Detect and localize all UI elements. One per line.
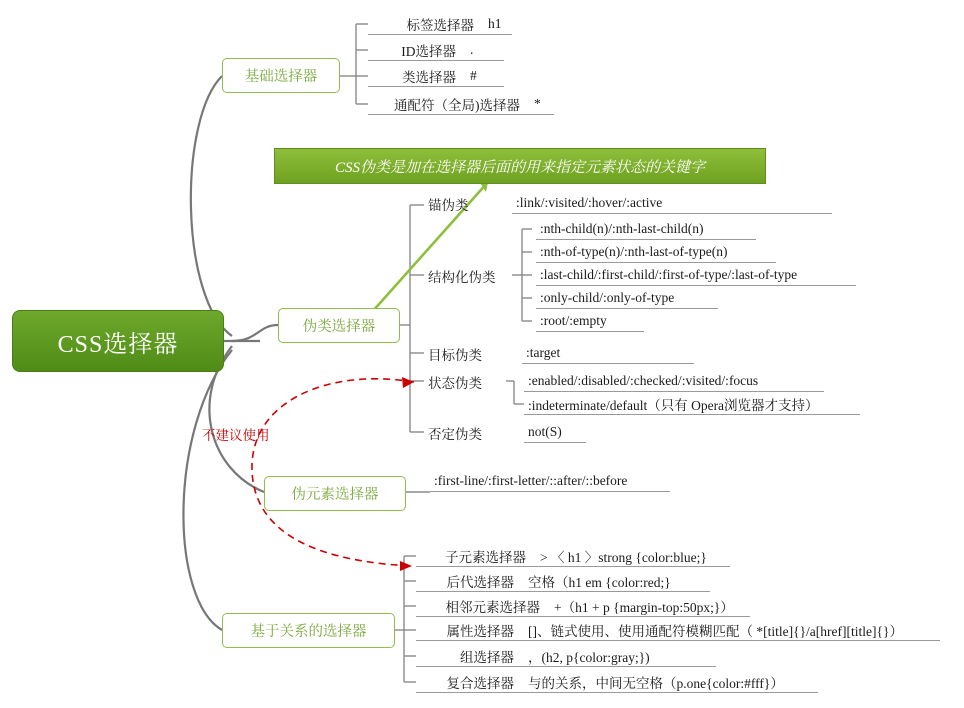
leaf-value-target-pseudo[interactable]: :target (522, 342, 694, 364)
leaf-class-selector[interactable] (368, 65, 504, 87)
leaf-label-negation-pseudo: 否定伪类 (428, 427, 482, 442)
leaf-label: 类选择器 (402, 69, 456, 85)
leaf-label: 相邻元素选择器 (445, 599, 540, 615)
leaf-value-structural-1[interactable]: :nth-child(n)/:nth-last-child(n) (536, 218, 756, 240)
leaf-value: . (470, 41, 474, 57)
leaf-label-target-pseudo: 目标伪类 (428, 348, 482, 363)
note-not-recommended: 不建议使用 (202, 428, 270, 443)
leaf-value-state-1[interactable]: :enabled/:disabled/:checked/:visited/:focus (524, 370, 824, 392)
leaf-value: 空格（h1 em {color:red;} (528, 574, 671, 590)
leaf-label: ID选择器 (401, 43, 456, 59)
category-label: 基于关系的选择器 (250, 624, 367, 640)
category-label: 基础选择器 (244, 69, 318, 85)
leaf-label: 组选择器 (460, 649, 514, 665)
leaf-label: 标签选择器 (406, 17, 474, 33)
category-basic-selectors[interactable] (222, 58, 340, 93)
leaf-value: # (470, 67, 477, 83)
leaf-descendant-selector[interactable] (416, 570, 710, 592)
leaf-value: []、链式使用、使用通配符模糊匹配（ *[title]{}/a[href][title]{}） (528, 623, 903, 639)
leaf-value-pseudo-elements[interactable]: :first-line/:first-letter/::after/::before (430, 470, 670, 492)
category-pseudo-element-selectors[interactable] (264, 476, 406, 511)
leaf-label-anchor-pseudo: 锚伪类 (428, 198, 469, 213)
callout-banner (274, 148, 766, 184)
callout-text: CSS伪类是加在选择器后面的用来指定元素状态的关键字 (334, 159, 705, 176)
category-label: 伪类选择器 (302, 319, 376, 335)
leaf-label: 复合选择器 (446, 675, 514, 691)
leaf-value-structural-4[interactable]: :only-child/:only-of-type (536, 287, 718, 309)
root-label: CSS选择器 (57, 331, 179, 358)
leaf-label-structural-pseudo: 结构化伪类 (428, 270, 496, 285)
leaf-label: 子元素选择器 (445, 549, 526, 565)
leaf-tag-selector[interactable] (368, 13, 512, 35)
leaf-value-structural-2[interactable]: :nth-of-type(n)/:nth-last-of-type(n) (536, 241, 776, 263)
leaf-value-negation-pseudo[interactable]: not(S) (524, 421, 586, 443)
leaf-adjacent-sibling-selector[interactable] (416, 595, 750, 617)
leaf-value-state-2[interactable]: :indeterminate/default（只有 Opera浏览器才支持） (524, 393, 860, 415)
leaf-universal-selector[interactable] (368, 93, 554, 115)
leaf-group-selector[interactable] (416, 645, 716, 667)
leaf-value: h1 (488, 15, 502, 31)
leaf-compound-selector[interactable] (416, 671, 818, 693)
leaf-attribute-selector[interactable] (416, 619, 940, 641)
leaf-label: 通配符（全局)选择器 (394, 97, 520, 113)
leaf-value: 与的关系，中间无空格（p.one{color:#fff}） (528, 675, 784, 691)
leaf-label-state-pseudo: 状态伪类 (428, 376, 482, 391)
leaf-child-selector[interactable] (416, 545, 730, 567)
category-pseudo-class-selectors[interactable] (278, 308, 400, 343)
leaf-id-selector[interactable] (368, 39, 504, 61)
leaf-value: ，(h2, p{color:gray;}) (528, 649, 650, 665)
leaf-value-structural-3[interactable]: :last-child/:first-child/:first-of-type/:last-of-type (536, 264, 856, 286)
leaf-label: 属性选择器 (446, 623, 514, 639)
category-label: 伪元素选择器 (291, 487, 379, 503)
root-node[interactable] (12, 310, 224, 372)
leaf-value: > 〈 h1 〉strong {color:blue;} (540, 549, 707, 565)
category-relational-selectors[interactable] (222, 613, 395, 648)
leaf-value: +（h1 + p {margin-top:50px;}） (554, 599, 734, 615)
leaf-value: * (534, 95, 541, 111)
leaf-value-anchor-pseudo[interactable]: :link/:visited/:hover/:active (512, 192, 832, 214)
leaf-label: 后代选择器 (446, 574, 514, 590)
leaf-value-structural-5[interactable]: :root/:empty (536, 310, 644, 332)
